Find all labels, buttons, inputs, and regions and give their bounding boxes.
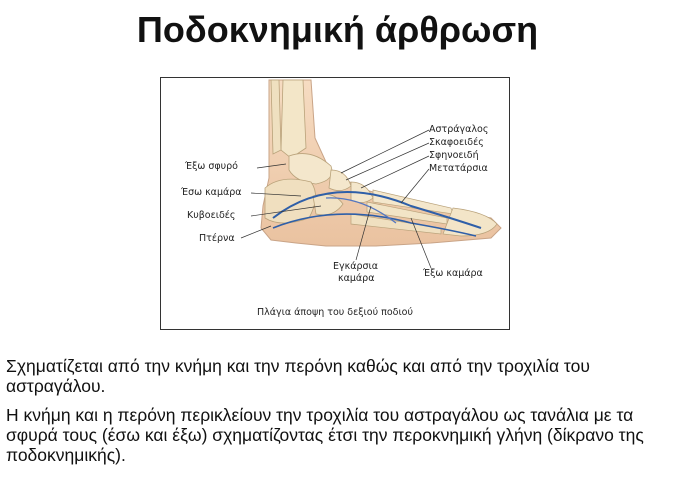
tibia-bone <box>281 80 306 158</box>
label-egkarsia: Εγκάρσια <box>333 261 379 272</box>
figure-caption: Πλάγια άποψη του δεξιού ποδιού <box>257 307 413 318</box>
label-exo-sfyro: Έξω σφυρό <box>185 161 238 172</box>
label-astragalos: Αστράγαλος <box>429 124 489 135</box>
label-sfinoeidi: Σφηνοειδή <box>429 150 479 161</box>
paragraph-2: Η κνήμη και η περόνη περικλείουν την τροχιλία του αστραγάλου ως τανάλια με τα σφυρά τους (έσω και έξω) σχηματίζοντας έτσι την περοκνημική γλήνη (δίκρανο της ποδοκνημικής). <box>6 405 644 465</box>
fibula-bone <box>271 80 281 154</box>
label-exo-kamara: Έξω καμάρα <box>423 268 483 279</box>
label-kyvoeides: Κυβοειδές <box>187 210 236 221</box>
label-pterna: Πτέρνα <box>199 233 235 244</box>
slide-title: Ποδοκνημική άρθρωση <box>136 9 539 50</box>
label-egkarsia-kamara: καμάρα <box>338 273 375 284</box>
label-skafoeides: Σκαφοειδές <box>429 137 484 148</box>
paragraph-1: Σχηματίζεται από την κνήμη και την περόνη καθώς και από την τροχιλία του αστραγάλου. <box>6 356 590 396</box>
foot-illustration <box>161 78 509 329</box>
label-eso-kamara: Έσω καμάρα <box>181 187 242 198</box>
foot-anatomy-figure <box>160 77 510 330</box>
calcaneus-bone <box>265 179 316 223</box>
label-metatarsia: Μετατάρσια <box>429 163 488 174</box>
navicular-bone <box>329 170 351 191</box>
